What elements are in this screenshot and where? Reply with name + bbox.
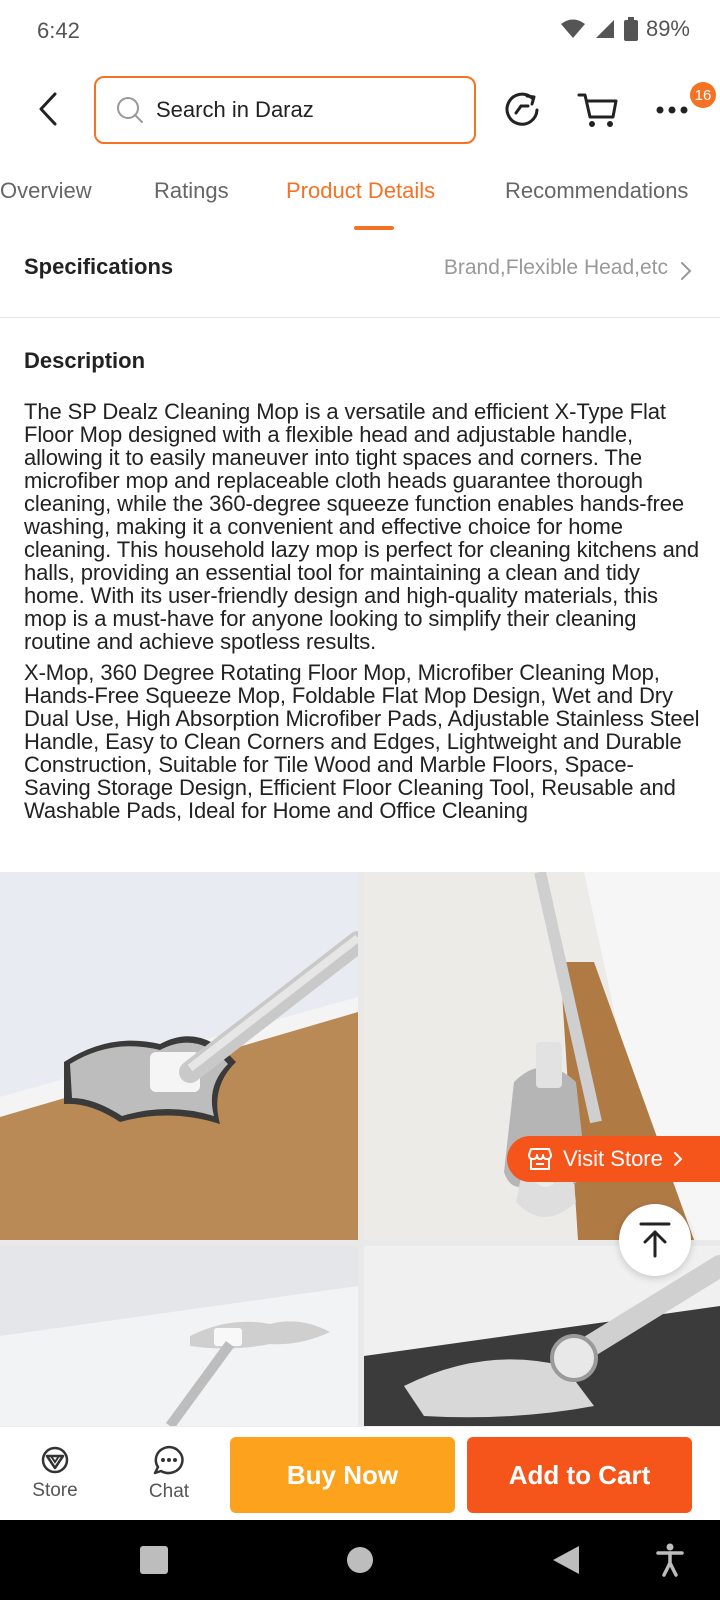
search-input[interactable] bbox=[94, 76, 476, 144]
chevron-right-icon bbox=[678, 260, 694, 282]
description-title: Description bbox=[24, 348, 146, 373]
accessibility-icon bbox=[655, 1543, 685, 1577]
notification-badge: 16 bbox=[690, 82, 716, 108]
section-tabs bbox=[0, 168, 720, 234]
description-keywords: X-Mop, 360 Degree Rotating Floor Mop, Microfiber Cleaning Mop, Hands-Free Squeeze Mop, Foldable Flat Mop Design, Wet and Dry Dual Use, High Absorption Microfiber Pads, Adjustable Stainless Steel Handle, Easy to Clean Corners and Edges, Lightweight and Durable Construction, Suitable for Tile Wood and Marble Floors, Space-Saving Storage Design, Efficient Floor Cleaning Tool, Reusable and Washable Pads, Ideal for Home and Office Cleaning bbox=[24, 660, 700, 823]
visit-store-button[interactable] bbox=[507, 1136, 720, 1182]
store-logo-icon bbox=[41, 1446, 69, 1474]
circle-icon bbox=[345, 1545, 375, 1575]
more-dots-icon bbox=[655, 105, 689, 115]
description-paragraph: The SP Dealz Cleaning Mop is a versatile and efficient X-Type Flat Floor Mop designed with a flexible head and adjustable handle, allowing it to easily maneuver into tight spaces and corners. The microfiber mop and replaceable cloth heads guarantee thorough cleaning, while the 360-degree squeeze function enables hands-free washing, making it a convenient and effective choice for home cleaning. This household lazy mop is perfect for cleaning kitchens and halls, providing an essential tool for maintaining a clean and tidy home. With its user-friendly design and high-quality materials, this mop is a must-have for anyone looking to simplify their cleaning routine and achieve spotless results. bbox=[24, 399, 699, 654]
buy-now-button[interactable]: Buy Now bbox=[230, 1437, 455, 1513]
chat-icon bbox=[153, 1445, 185, 1475]
battery-percent: 89% bbox=[645, 16, 690, 41]
cart-icon bbox=[577, 91, 619, 129]
tab-overview[interactable]: Overview bbox=[0, 178, 92, 203]
product-photo-3[interactable] bbox=[0, 1246, 358, 1426]
header bbox=[0, 64, 720, 156]
refresh-button[interactable] bbox=[496, 84, 548, 136]
description-body bbox=[24, 400, 700, 830]
home-button[interactable] bbox=[340, 1540, 380, 1580]
add-to-cart-button[interactable]: Add to Cart bbox=[467, 1437, 692, 1513]
square-icon bbox=[139, 1545, 169, 1575]
status-icons bbox=[560, 16, 690, 42]
signal-icon bbox=[594, 18, 616, 40]
tab-ratings[interactable]: Ratings bbox=[154, 178, 229, 203]
product-photo-1[interactable] bbox=[0, 872, 358, 1240]
specifications-row[interactable] bbox=[0, 234, 720, 318]
chat-label: Chat bbox=[148, 1481, 190, 1502]
triangle-back-icon bbox=[551, 1544, 581, 1576]
search-icon bbox=[116, 96, 144, 124]
back-button[interactable] bbox=[26, 84, 70, 134]
wifi-icon bbox=[560, 18, 586, 40]
status-bar bbox=[0, 0, 720, 64]
recents-button[interactable] bbox=[134, 1540, 174, 1580]
scroll-to-top-button[interactable] bbox=[619, 1204, 691, 1276]
accessibility-button[interactable] bbox=[650, 1540, 690, 1580]
specifications-summary: Brand,Flexible Head,etc bbox=[443, 256, 668, 279]
active-tab-indicator bbox=[354, 226, 394, 230]
visit-store-label: Visit Store bbox=[563, 1146, 663, 1171]
arrow-up-icon bbox=[639, 1222, 671, 1258]
specifications-title: Specifications bbox=[24, 254, 174, 279]
refresh-icon bbox=[502, 90, 542, 130]
store-icon bbox=[527, 1147, 553, 1171]
back-arrow-icon bbox=[37, 91, 59, 127]
status-time: 6:42 bbox=[37, 18, 80, 43]
bottom-action-bar bbox=[0, 1426, 720, 1520]
store-button[interactable] bbox=[10, 1427, 100, 1521]
cart-button[interactable] bbox=[572, 84, 624, 136]
back-nav-button[interactable] bbox=[546, 1540, 586, 1580]
search-placeholder: Search in Daraz bbox=[156, 97, 314, 122]
chat-button[interactable] bbox=[124, 1427, 214, 1521]
store-label: Store bbox=[32, 1480, 78, 1501]
system-navigation-bar bbox=[0, 1520, 720, 1600]
tab-recommendations[interactable]: Recommendations bbox=[505, 178, 689, 203]
battery-icon bbox=[624, 17, 638, 41]
product-photo-2[interactable] bbox=[364, 872, 720, 1240]
tab-product-details[interactable]: Product Details bbox=[286, 178, 436, 203]
chevron-right-icon bbox=[673, 1151, 683, 1167]
